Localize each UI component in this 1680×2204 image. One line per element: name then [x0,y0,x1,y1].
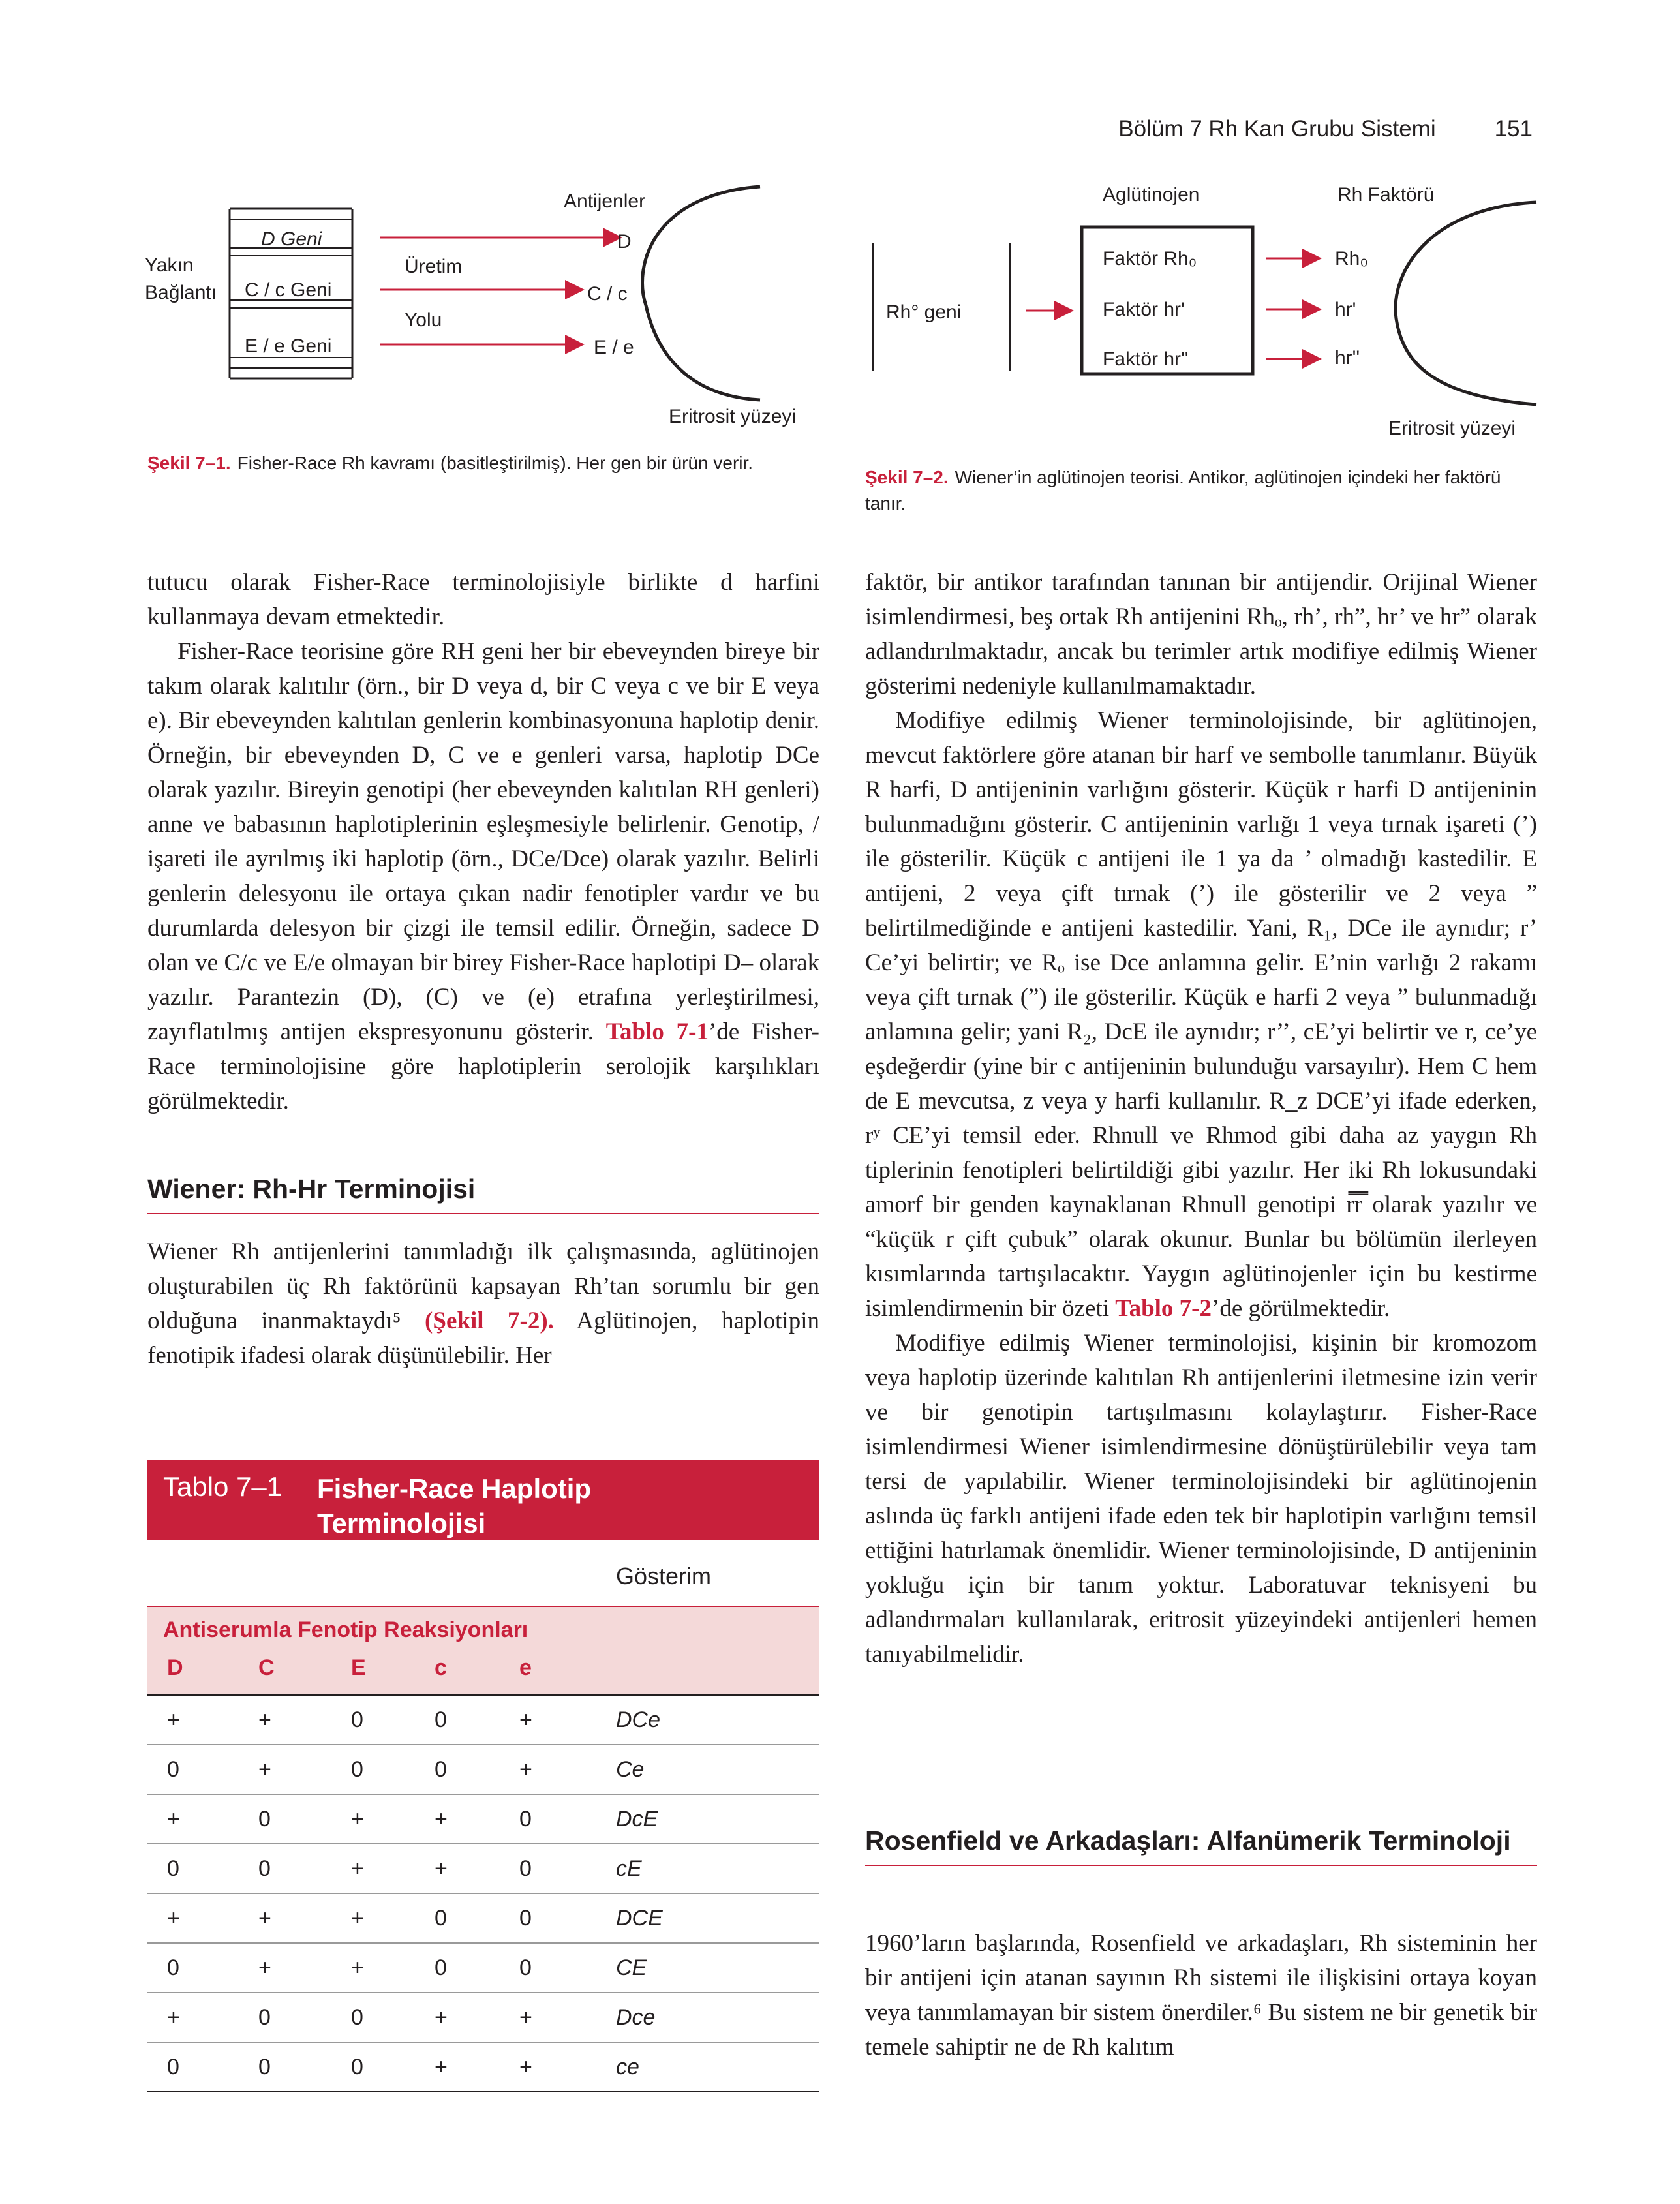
table-cell: + [351,1856,364,1881]
running-header [1118,116,1533,142]
paragraph-text: Fisher-Race teorisine göre RH geni her bir ebeveynden bireye bir takım olarak kalıtılır (örn., bir D veya d, bir C veya c ve bir E veya e). Bir ebeveynden kalıtılan genlerin kombinasyonuna haplotip denir. Örneğin, bir ebeveynden D, C ve e genleri varsa, haplotip DCe olarak yazılır. Bireyin genotipi (her ebeveynden kalıtılan RH genleri) anne ve babasının haplotiplerinin eşleşmesiyle belirlenir. Genotip, / işareti ile ayrılmış iki haplotip (örn., DCe/Dce) olarak yazılır. Belirli genlerin delesyonu ile ortaya çıkan nadir fenotipler vardır ve bu durumlarda delesyon bir çizgi ile temsil edilir. Örneğin, sadece D olan ve C/c ve E/e olmayan bir birey Fisher-Race haplotipi D– olarak yazılır. Parantezin (D), (C) ve (e) etrafına yerleştirilmesi, zayıflatılmış antijen ekspresyonunu gösterir. [147,638,819,1045]
section-heading-wiener: Wiener: Rh-Hr Terminojisi [147,1172,819,1214]
table-subheader [147,1606,819,1696]
figure-7-1 [137,175,829,436]
figure-7-2 [855,175,1540,449]
table-cell: ce [616,2055,639,2079]
table-cell: 0 [519,1955,532,1980]
col-header: c [435,1655,447,1680]
paragraph-text: ’de görülmektedir. [1212,1295,1390,1322]
paragraph-text: Aglütinojen, haplotipin fenotipik ifadesi olarak düşünülebilir. Her [147,1308,819,1369]
table-cell: + [258,1707,271,1732]
col-header: C [258,1655,275,1680]
table-title: Fisher-Race Haplotip Terminolojisi [317,1473,592,1538]
uretim-label: Üretim [405,256,463,277]
left-column-text-2 [147,1234,819,1373]
table-row [147,1745,819,1795]
table-cell: DcE [616,1807,658,1831]
gene-e: E / e Geni [245,335,332,357]
table-cell: + [435,2055,448,2079]
table-cell: 0 [351,2055,363,2079]
rh-hr2: hr'' [1335,347,1360,369]
antigen-d: D [617,231,632,253]
table-cell: + [258,1955,271,1980]
yakin-label: Yakın [145,254,194,276]
table-cell: + [519,2055,532,2079]
table-cell: + [351,1955,364,1980]
table-cell: Ce [616,1757,645,1782]
right-column-text [865,565,1537,1672]
rh-gene-label: Rh° geni [886,301,962,323]
table-cell: + [167,2005,180,2030]
table-cell: 0 [351,2005,363,2030]
erythrocyte-surface-arc [643,187,760,400]
table-row [147,1844,819,1894]
surface-label: Eritrosit yüzeyi [1388,418,1516,439]
surface-label: Eritrosit yüzeyi [669,406,797,427]
paragraph: Modifiye edilmiş Wiener terminolojisi, kişinin bir kromozom veya haplotip üzerinde kalıtılan Rh antijenlerini iletmesine izin verir ve bir genotipin tartışılmasını kolaylaştırır. Fisher-Race isimlendirmesi Wiener isimlendirmesine dönüştürülebilir veya tam tersi de yapılabilir. Wiener terminolojisindeki bir aglütinojenin aslında üç farklı antijeni ifade eden tek bir haplotipin varlığını temsil ettiğini hatırlamak önemlidir. Wiener terminolojisinde, D antijeninin yokluğu için bir tanım yoktur. Laboratuvar teknisyeni bu adlandırmaları kullanılarak, eritrosit yüzeyindeki antijenleri hemen tanıyabilmelidir. [865,1330,1537,1668]
figure-7-1-caption [147,450,826,476]
table-row [147,1795,819,1844]
table-7-1 [147,1460,819,2092]
table-cell: 0 [435,1906,447,1931]
table-cell: + [167,1807,180,1831]
table-cell: 0 [258,2005,271,2030]
figure-7-2-diagram [855,175,1540,449]
subheader-label: Antiserumla Fenotip Reaksiyonları [163,1617,528,1642]
caption-label: Şekil 7–2. [865,467,949,487]
rh-rh0: Rh₀ [1335,248,1368,269]
table-cell: + [167,1707,180,1732]
table-cell: 0 [258,1856,271,1881]
erythrocyte-surface-arc [1396,202,1536,405]
table-cell: 0 [519,1807,532,1831]
figure-7-1-diagram [137,175,829,436]
table-cell: + [258,1906,271,1931]
antijenler-label: Antijenler [564,191,646,212]
table-cell: DCE [616,1906,663,1931]
factor-hr2: Faktör hr'' [1103,348,1189,370]
table-cell: + [167,1906,180,1931]
left-column-text [147,565,819,1118]
caption-text: Fisher-Race Rh kavramı (basitleştirilmiş). Her gen bir ürün verir. [237,453,754,473]
table-cell: 0 [435,1707,447,1732]
yolu-label: Yolu [405,309,442,331]
figure-7-2-caption [865,465,1537,517]
table-row [147,1894,819,1944]
table-cell: cE [616,1856,642,1881]
table-cell: + [258,1757,271,1782]
rh-hr1: hr' [1335,299,1356,320]
table-cell: 0 [167,1856,179,1881]
paragraph-text: ’de Fisher-Race terminolojisine göre haplotiplerin serolojik karşılıkları görülmektedir. [147,1018,820,1114]
table-row [147,1696,819,1745]
caption-text: Wiener’in aglütinojen teorisi. Antikor, aglütinojen içindeki her faktörü tanır. [865,467,1501,513]
table-cell: 0 [258,2055,271,2079]
table-cell: + [519,1707,532,1732]
table-cell: + [519,2005,532,2030]
table-cell: 0 [351,1757,363,1782]
factor-hr1: Faktör hr' [1103,299,1185,320]
table-cell: 0 [435,1955,447,1980]
table-cell: + [435,1807,448,1831]
caption-label: Şekil 7–1. [147,453,231,473]
table-cell: 0 [167,2055,179,2079]
table-cell: + [519,1757,532,1782]
paragraph: 1960’ların başlarında, Rosenfield ve arkadaşları, Rh sisteminin her bir antijeni için atanan sayının Rh sistemi ile ilişkisini ortaya koyan veya tanımlamayan bir sistem önerdiler.⁶ Bu sistem ne bir genetik bir temele sahiptir ne de Rh kalıtım [865,1930,1537,2060]
table-row [147,1944,819,1993]
col-header: E [351,1655,366,1680]
section-heading-rosenfield: Rosenfield ve Arkadaşları: Alfanümerik Terminoloji [865,1824,1537,1866]
table-gosterim-row [147,1539,819,1606]
table-cell: + [351,1906,364,1931]
table-cell: CE [616,1955,647,1980]
table-ref-link[interactable]: Tablo 7-1 [605,1018,709,1045]
antigen-c: C / c [587,283,628,305]
aglutinojen-label: Aglütinojen [1103,184,1200,206]
table-cell: + [435,2005,448,2030]
paragraph [147,634,819,1118]
paragraph: faktör, bir antikor tarafından tanınan bir antijendir. Orijinal Wiener isimlendirmesi, beş ortak Rh antijenini Rhₒ, rh’, rh”, hr’ ve hr” olarak adlandırılmaktadır, ancak bu terimler artık modifiye edilmiş Wiener gösterimi nedeniyle kullanılmamaktadır. [865,569,1537,699]
paragraph-text: Modifiye edilmiş Wiener terminolojisinde, bir aglütinojen, mevcut faktörlere göre atanan bir harf ve sembolle tanımlanır. Büyük R harfi, D antijeninin varlığını gösterir. Küçük r harfi D antijeninin bulunmadığını gösterir. C antijeninin varlığı 1 veya tırnak işareti (’) ile gösterilir. Küçük c antijeni ile 1 ya da ’ olmadığı kastedilir. E antijeni, 2 veya çift tırnak (’) ile gösterilir ve 2 veya ” belirtilmediğinde e antijeni kastedilir. Yani, R₁, DCe ile aynıdır; r’ Ce’yi belirtir; ve Rₒ ise Dce anlamına gelir. E’nin varlığı 2 rakamı veya çift tırnak (”) ile gösterilir. Küçük e harfi 2 veya ” bulunmadığı anlamına gelir; yani R₂, DcE ile aynıdır; r’’, cE’yi belirtir ve r, ce’ye eşdeğerdir (yine bir c antijeninin bulunduğu varsayılır). Hem C hem de E mevcutsa, z veya y harfi kullanılır. R_z DCE’yi ifade ederken, rʸ CE’yi temsil eder. Rhnull ve Rhmod gibi daha az yaygın Rh tiplerinin fenotipleri belirtildiği gibi yazılır. Her iki Rh lokusundaki amorf bir genden kaynaklanan Rhnull genotipi r̿r̿ olarak yazılır ve “küçük r çift çubuk” olarak okunur. Bunlar bu bölümün ilerleyen kısımlarında tartışılacaktır. Yaygın aglütinojenler için bu kestirme isimlendirmenin bir özeti [865,707,1537,1322]
paragraph [147,1234,819,1373]
table-cell: 0 [258,1807,271,1831]
table-body [147,1696,819,2092]
baglanti-label: Bağlantı [145,282,217,303]
table-cell: + [435,1856,448,1881]
paragraph-text: Wiener Rh antijenlerini tanımladığı ilk çalışmasında, aglütinojen oluşturabilen üç Rh faktörünü kapsayan Rh’tan sorumlu bir gen olduğuna inanmaktaydı⁵ [147,1238,819,1334]
rh-faktoru-label: Rh Faktörü [1337,184,1435,206]
col-header: D [167,1655,183,1680]
paragraph: tutucu olarak Fisher-Race terminolojisiyle birlikte d harfini kullanmaya devam etmektedir. [147,569,819,630]
antigen-e: E / e [594,337,634,358]
table-cell: 0 [435,1757,447,1782]
table-cell: 0 [519,1906,532,1931]
gosterim-header: Gösterim [616,1563,712,1589]
col-header: e [519,1655,532,1680]
table-cell: DCe [616,1707,661,1732]
paragraph [865,703,1537,1326]
right-column-text-2 [865,1926,1537,2064]
table-cell: 0 [351,1707,363,1732]
table-row [147,2043,819,2092]
table-number: Tablo 7–1 [163,1471,283,1502]
table-cell: Dce [616,2005,656,2030]
gene-d: D Geni [261,228,322,250]
table-header [147,1460,819,1539]
figure-ref-link[interactable]: (Şekil 7-2). [425,1308,554,1334]
table-ref-link[interactable]: Tablo 7-2 [1115,1295,1212,1322]
table-cell: + [351,1807,364,1831]
factor-rh0: Faktör Rh₀ [1103,248,1197,269]
table-cell: 0 [167,1955,179,1980]
gene-c: C / c Geni [245,279,332,301]
table-row [147,1993,819,2043]
chapter-title: Bölüm 7 Rh Kan Grubu Sistemi [1118,116,1436,142]
page-number: 151 [1494,116,1533,142]
table-cell: 0 [519,1856,532,1881]
table-cell: 0 [167,1757,179,1782]
